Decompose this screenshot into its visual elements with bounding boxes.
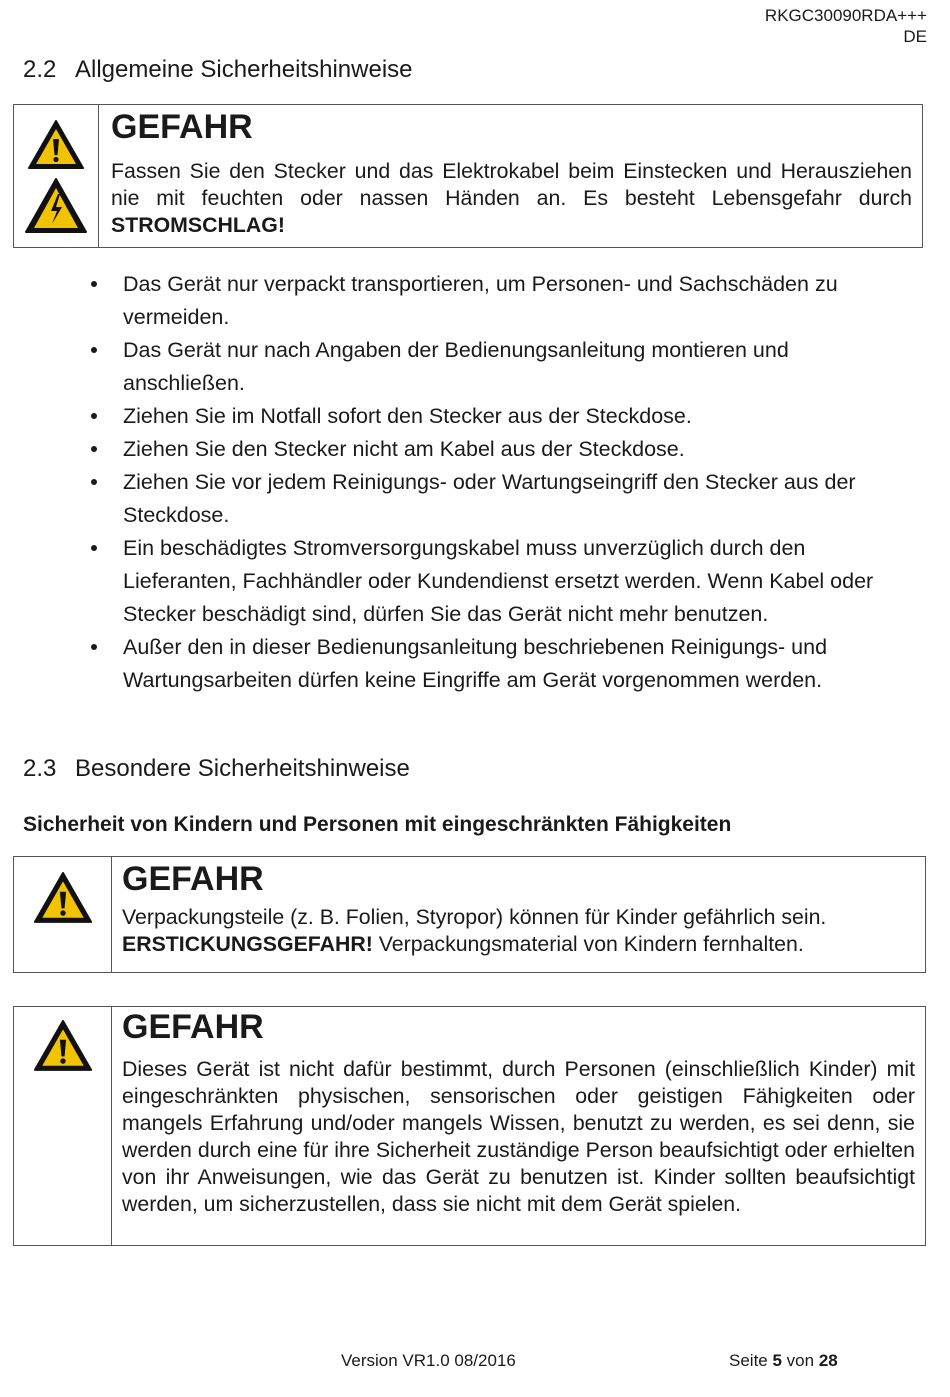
list-item bbox=[85, 334, 915, 400]
list-item-text: Außer den in dieser Bedienungsanleitung beschriebenen Reinigungs- und Wartungsarbeiten dürfen keine Eingriffe am Gerät vorgenommen werden. bbox=[123, 635, 828, 692]
danger-text-rest: Verpackungsmaterial von Kindern fernhalten. bbox=[372, 932, 804, 956]
danger-text bbox=[111, 158, 912, 239]
bullet-icon bbox=[91, 644, 97, 650]
section-heading-2-2 bbox=[23, 56, 413, 84]
danger-emphasis: ERSTICKUNGSGEFAHR! bbox=[122, 932, 373, 956]
page-total: 28 bbox=[818, 1351, 838, 1370]
bullet-icon bbox=[91, 413, 97, 419]
danger-box-content bbox=[99, 105, 922, 247]
bullet-icon bbox=[91, 281, 97, 287]
list-item bbox=[85, 268, 915, 334]
danger-text bbox=[122, 904, 915, 958]
danger-emphasis: STROMSCHLAG! bbox=[111, 213, 285, 237]
danger-heading: GEFAHR bbox=[122, 1008, 264, 1046]
warning-triangle-icon bbox=[32, 1019, 94, 1073]
danger-heading: GEFAHR bbox=[122, 860, 264, 898]
bullet-icon bbox=[91, 545, 97, 551]
list-item-text: Ziehen Sie im Notfall sofort den Stecker aus der Steckdose. bbox=[123, 404, 692, 428]
page-separator: von bbox=[781, 1351, 819, 1370]
list-item bbox=[85, 466, 915, 532]
list-item bbox=[85, 433, 915, 466]
icon-column bbox=[14, 1007, 112, 1245]
footer-version: Version VR1.0 08/2016 bbox=[341, 1351, 516, 1370]
list-item bbox=[85, 400, 915, 433]
danger-text: Dieses Gerät ist nicht dafür bestimmt, durch Personen (einschließlich Kinder) mit eingeschränkten physischen, sensorischen oder geistigen Fähigkeiten oder mangels Erfahrung und/oder mangels Wissen, benutzt zu werden, es sei denn, sie werden durch eine für ihre Sicherheit zuständige Person beaufsichtigt oder erhielten von ihr Anweisungen, wie das Gerät zu benutzen ist. Kinder sollten beaufsichtigt werden, um sicherzustellen, dass sie nicht mit dem Gerät spielen. bbox=[122, 1057, 915, 1216]
safety-bullet-list bbox=[85, 268, 915, 697]
section-title: Allgemeine Sicherheitshinweise bbox=[75, 56, 413, 83]
danger-text-line: Verpackungsteile (z. B. Folien, Styropor) können für Kinder gefährlich sein. bbox=[122, 905, 827, 929]
list-item-text: Das Gerät nur nach Angaben der Bedienungsanleitung montieren und anschließen. bbox=[123, 338, 789, 395]
section-title: Besondere Sicherheitshinweise bbox=[75, 755, 410, 782]
list-item bbox=[85, 631, 915, 697]
danger-heading: GEFAHR bbox=[111, 108, 253, 146]
warning-triangle-icon bbox=[27, 119, 85, 171]
danger-box-electric bbox=[13, 104, 923, 248]
danger-text-main: Fassen Sie den Stecker und das Elektrokabel beim Einstecken und Herausziehen nie mit feuchten oder nassen Händen an. Es besteht Lebensgefahr durch bbox=[111, 159, 912, 210]
danger-box-content bbox=[112, 857, 925, 972]
page-label: Seite bbox=[729, 1351, 773, 1370]
section-number: 2.3 bbox=[23, 755, 57, 782]
document-header bbox=[765, 5, 927, 47]
footer-page-number bbox=[729, 1351, 838, 1371]
danger-box-limited-abilities bbox=[13, 1006, 926, 1246]
danger-text-line bbox=[122, 931, 915, 958]
danger-box-suffocation bbox=[13, 856, 926, 973]
section-number: 2.2 bbox=[23, 56, 57, 83]
icon-column bbox=[14, 857, 112, 972]
bullet-icon bbox=[91, 347, 97, 353]
list-item-text: Ziehen Sie vor jedem Reinigungs- oder Wartungseingriff den Stecker aus der Steckdose. bbox=[123, 470, 856, 527]
bullet-icon bbox=[91, 446, 97, 452]
warning-triangle-icon bbox=[32, 871, 94, 925]
icon-column bbox=[14, 105, 99, 247]
doc-code: RKGC30090RDA+++ bbox=[764, 6, 927, 25]
page-current: 5 bbox=[772, 1351, 782, 1370]
subheading-children-safety: Sicherheit von Kindern und Personen mit eingeschränkten Fähigkeiten bbox=[23, 813, 732, 836]
list-item bbox=[85, 532, 915, 631]
electric-shock-icon bbox=[24, 177, 88, 235]
section-heading-2-3 bbox=[23, 755, 410, 783]
list-item-text: Ein beschädigtes Stromversorgungskabel muss unverzüglich durch den Lieferanten, Fachhändler oder Kundendienst ersetzt werden. Wenn Kabel oder Stecker beschädigt sind, dürfen Sie das Gerät nicht mehr benutzen. bbox=[123, 536, 874, 626]
list-item-text: Das Gerät nur verpackt transportieren, um Personen- und Sachschäden zu vermeiden. bbox=[123, 272, 838, 329]
bullet-icon bbox=[91, 479, 97, 485]
doc-language: DE bbox=[903, 27, 927, 46]
danger-box-content bbox=[112, 1007, 925, 1245]
list-item-text: Ziehen Sie den Stecker nicht am Kabel aus der Steckdose. bbox=[123, 437, 685, 461]
